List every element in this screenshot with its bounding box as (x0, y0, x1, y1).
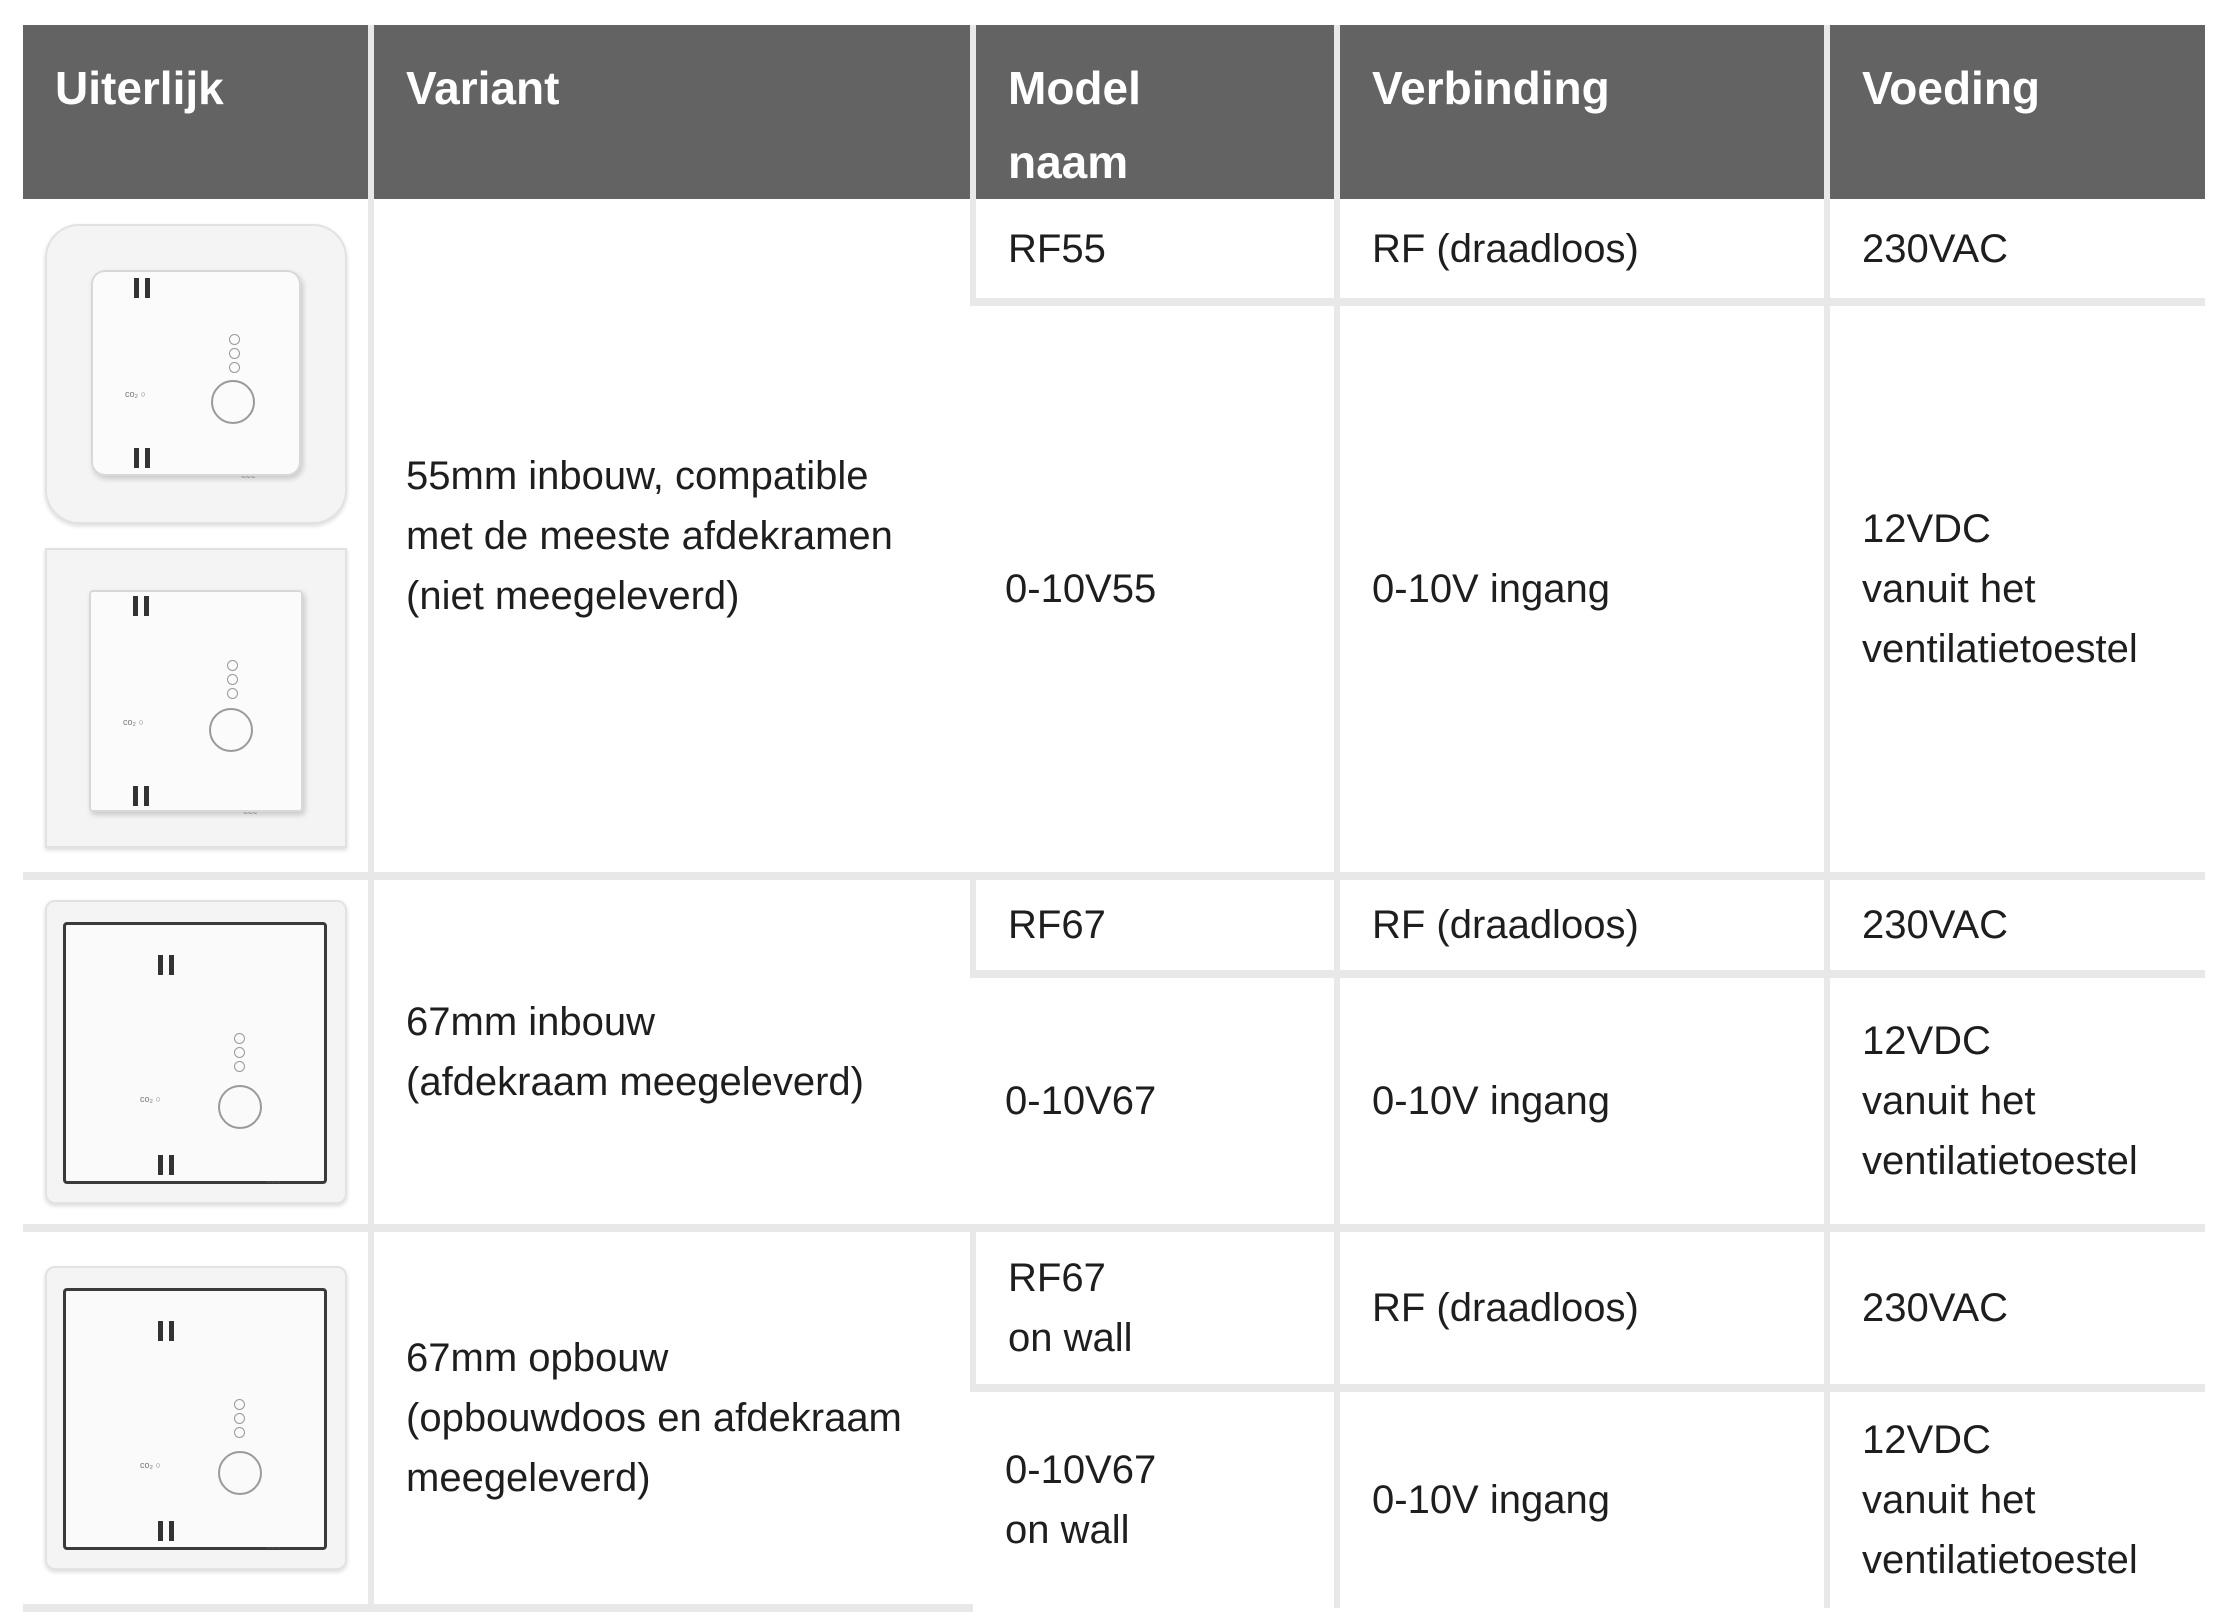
table-row (23, 1228, 2205, 1388)
header-uiterlijk: Uiterlijk (23, 25, 371, 199)
model-cell (973, 302, 1337, 876)
variant-cell-67-inbouw (371, 876, 973, 1228)
model-line: 0-10V67 (1005, 1079, 1157, 1123)
model-cell (973, 974, 1337, 1228)
appearance-cell-55 (23, 199, 371, 876)
table-row (23, 199, 2205, 302)
header-model-naam (973, 25, 1337, 199)
power-line: ventilatietoestel (1862, 627, 2138, 671)
sensor-55mm-plain-image: co₂ ○ ~~~ (45, 548, 347, 848)
power-line: 12VDC (1862, 1418, 1991, 1462)
power-line: 230VAC (1862, 1286, 2009, 1330)
appearance-cell-67-opbouw (23, 1228, 371, 1608)
connection-cell: RF (draadloos) (1337, 1228, 1827, 1388)
connection-cell: 0-10V ingang (1337, 974, 1827, 1228)
connection-cell: 0-10V ingang (1337, 1388, 1827, 1608)
appearance-cell-67-inbouw (23, 876, 371, 1228)
power-line: vanuit het (1862, 1478, 2036, 1522)
power-cell (1827, 199, 2205, 302)
power-line: 230VAC (1862, 226, 2009, 271)
header-row (23, 25, 2205, 199)
header-variant: Variant (371, 25, 973, 199)
variant-line: 55mm inbouw, compatible (406, 453, 869, 498)
variant-line: 67mm inbouw (406, 1000, 656, 1044)
variant-line: 67mm opbouw (406, 1336, 669, 1380)
header-model-line1: Model (1008, 62, 1141, 114)
model-cell (973, 1228, 1337, 1388)
connection-cell: RF (draadloos) (1337, 876, 1827, 974)
model-cell (973, 1388, 1337, 1608)
model-line: 0-10V67 (1005, 1448, 1157, 1492)
power-line: 12VDC (1862, 1019, 1991, 1063)
connection-cell: RF (draadloos) (1337, 199, 1827, 302)
model-line: RF67 (1008, 1256, 1106, 1300)
model-line: RF67 (1008, 903, 1106, 947)
power-line: vanuit het (1862, 1079, 2036, 1123)
model-line: on wall (1008, 1316, 1133, 1360)
variant-cell-67-opbouw (371, 1228, 973, 1608)
model-line: on wall (1005, 1508, 1130, 1552)
power-line: ventilatietoestel (1862, 1139, 2138, 1183)
power-cell (1827, 1388, 2205, 1608)
model-cell (973, 876, 1337, 974)
variant-line: (opbouwdoos en afdekraam (406, 1396, 902, 1440)
sensor-55mm-with-frame-image: co₂ ○ ~~~ (45, 224, 347, 524)
product-table-wrapper (23, 25, 2205, 1612)
power-line: ventilatietoestel (1862, 1538, 2138, 1582)
power-line: 230VAC (1862, 903, 2009, 947)
model-cell (973, 199, 1337, 302)
power-cell (1827, 1228, 2205, 1388)
variant-line: met de meeste afdekramen (406, 513, 893, 558)
header-verbinding: Verbinding (1337, 25, 1827, 199)
table-row (23, 876, 2205, 974)
variant-line: (niet meegeleverd) (406, 573, 740, 618)
header-voeding: Voeding (1827, 25, 2205, 199)
power-cell (1827, 974, 2205, 1228)
variant-line: (afdekraam meegeleverd) (406, 1060, 864, 1104)
sensor-67mm-inbouw-image: co₂ ○ ~~~ (45, 900, 347, 1204)
connection-cell: 0-10V ingang (1337, 302, 1827, 876)
power-cell (1827, 302, 2205, 876)
power-cell (1827, 876, 2205, 974)
variant-line: meegeleverd) (406, 1456, 651, 1500)
header-model-line2: naam (1008, 136, 1129, 188)
sensor-67mm-opbouw-image: co₂ ○ ~~~ (45, 1266, 347, 1570)
model-line: 0-10V55 (1005, 567, 1157, 611)
model-line: RF55 (1008, 226, 1106, 271)
power-line: vanuit het (1862, 567, 2036, 611)
product-table (23, 25, 2205, 1612)
power-line: 12VDC (1862, 507, 1991, 551)
variant-cell-55 (371, 199, 973, 876)
